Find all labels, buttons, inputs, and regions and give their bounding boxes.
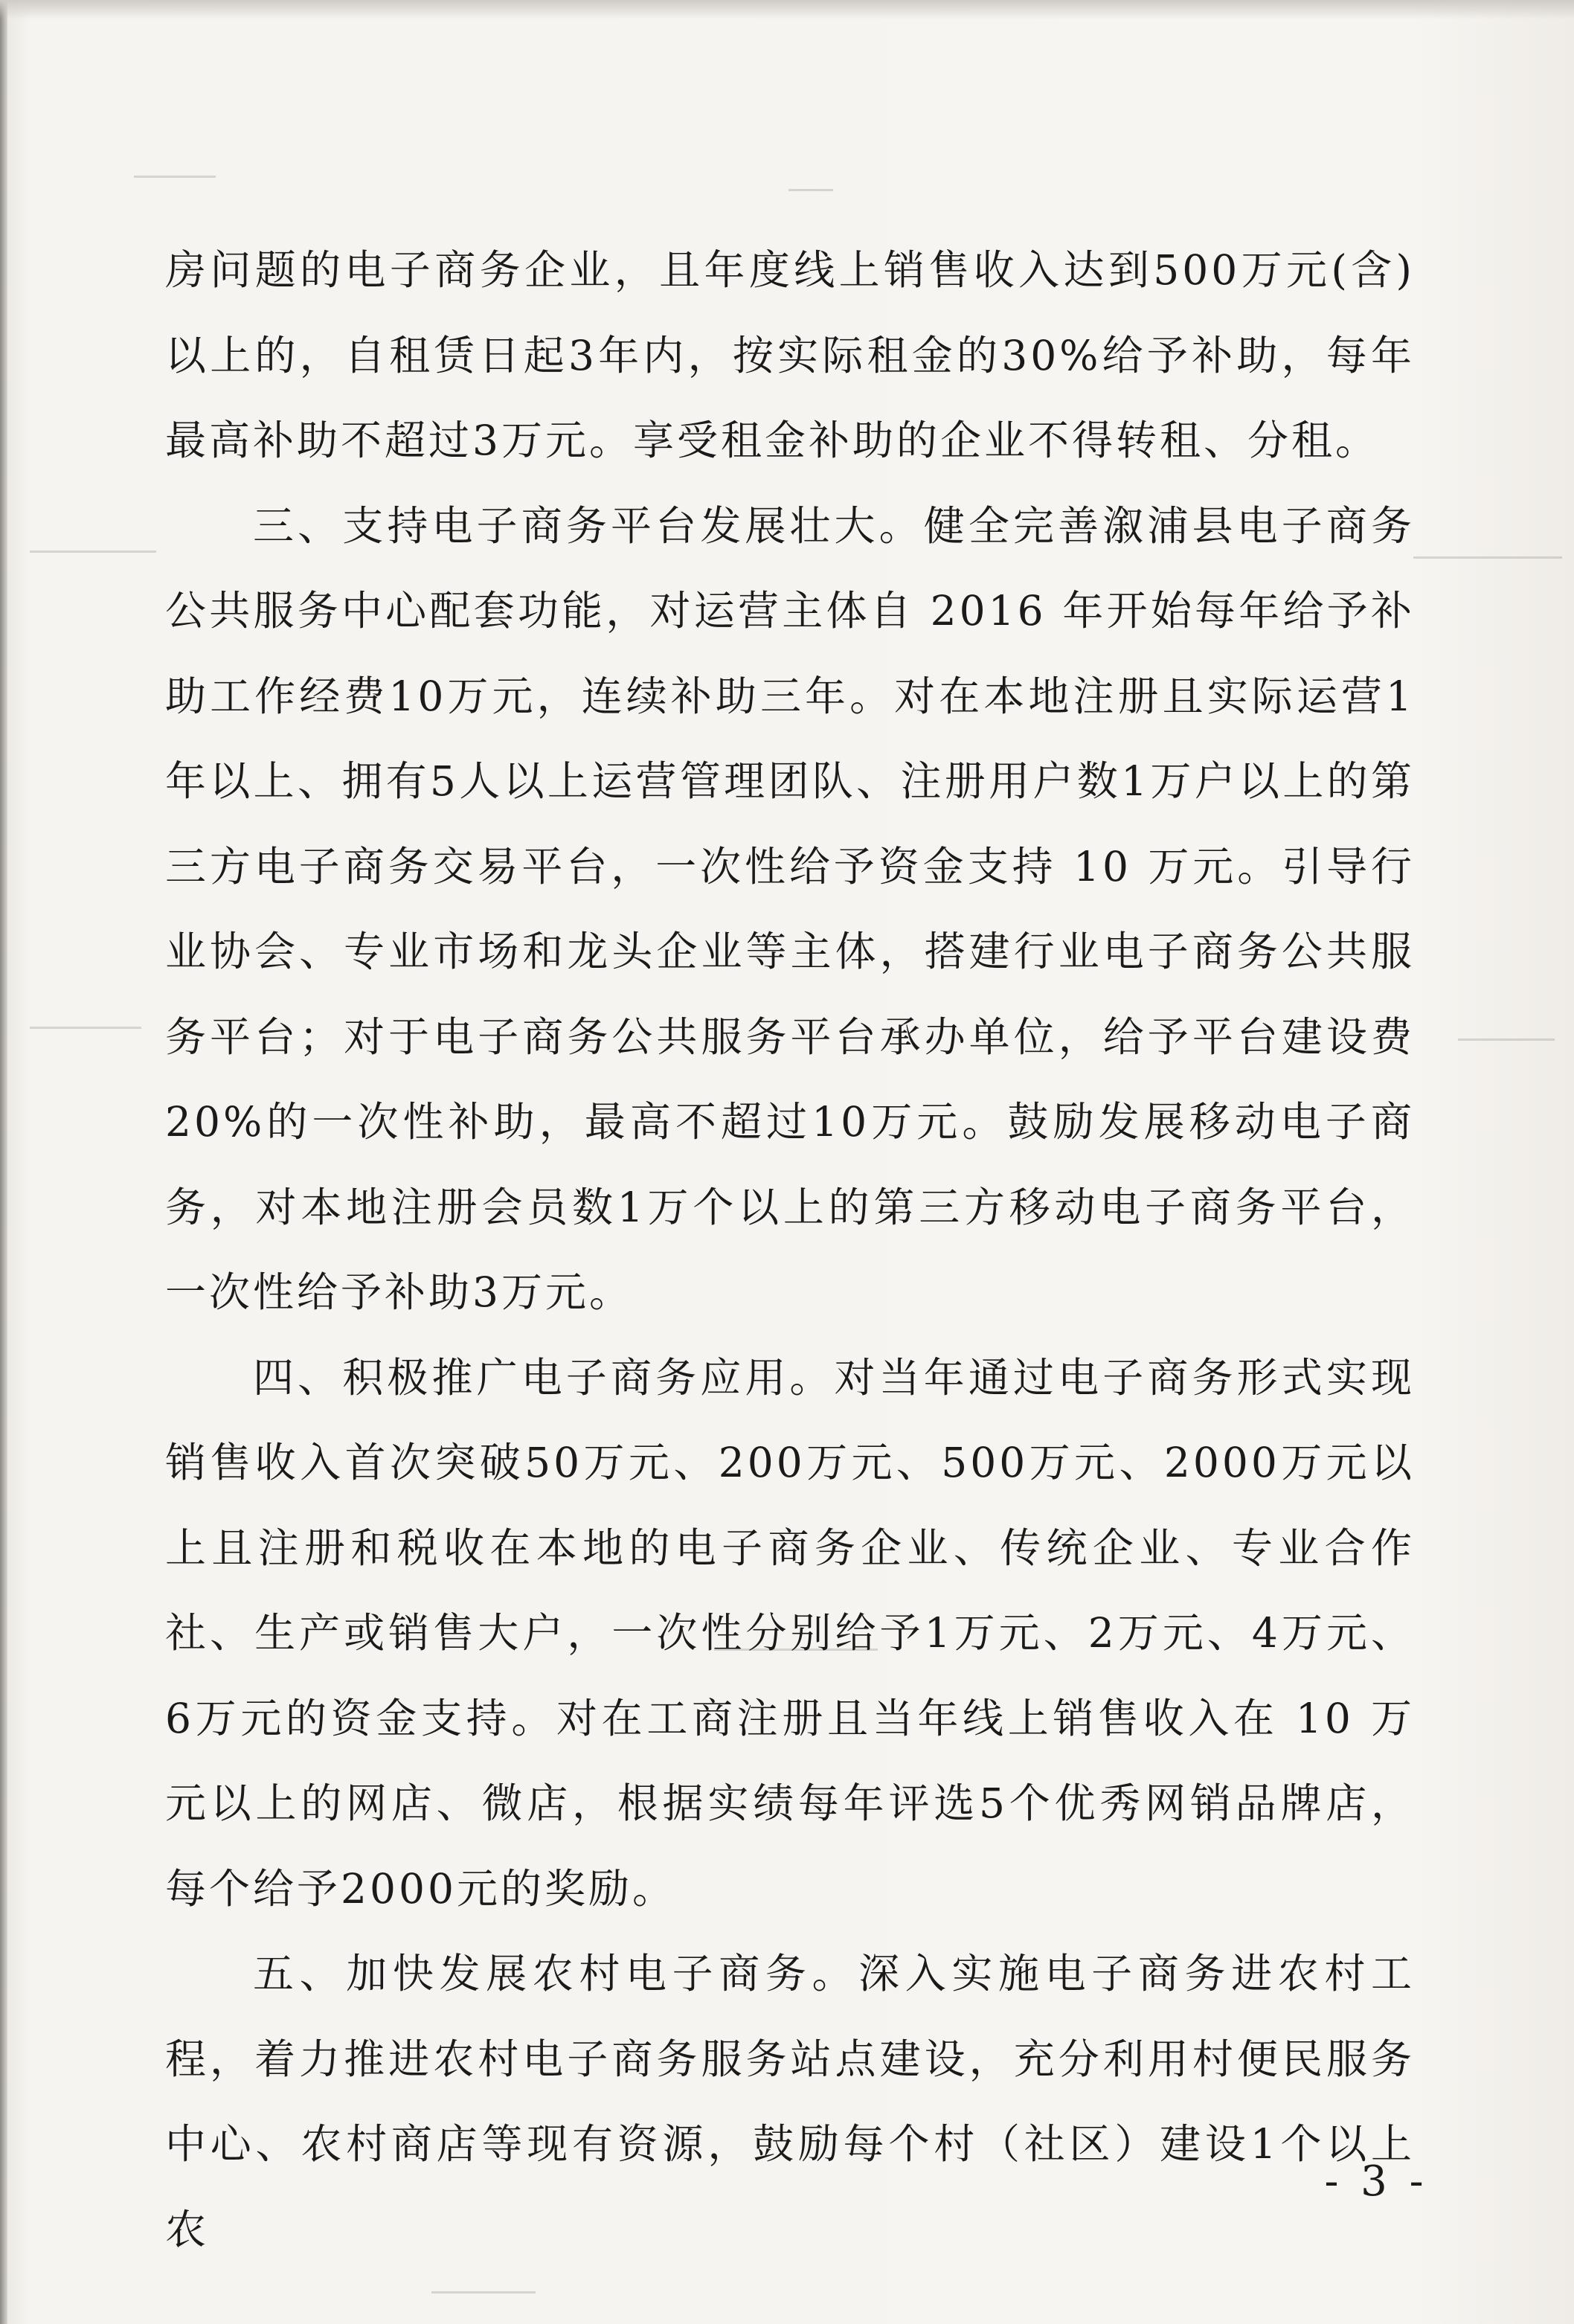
page-top-shadow [0, 0, 1574, 19]
paragraph-section-three: 三、支持电子商务平台发展壮大。健全完善溆浦县电子商务公共服务中心配套功能，对运营主体自 2016 年开始每年给予补助工作经费10万元，连续补助三年。对在本地注册且实际运营1年以上、拥有5人以上运营管理团队、注册用户数1万户以上的第三方电子商务交易平台，一次性给予资金支持 10 万元。引导行业协会、专业市场和龙头企业等主体，搭建行业电子商务公共服务平台；对于电子商务公共服务平台承办单位，给予平台建设费20%的一次性补助，最高不超过10万元。鼓励发展移动电子商务，对本地注册会员数1万个以上的第三方移动电子商务平台，一次性给予补助3万元。 [165, 501, 1415, 1316]
scan-speck [30, 550, 156, 553]
scan-speck [1413, 556, 1562, 559]
paragraph-section-four: 四、积极推广电子商务应用。对当年通过电子商务形式实现销售收入首次突破50万元、200万元、500万元、2000万元以上且注册和税收在本地的电子商务企业、传统企业、专业合作社、生产或销售大户，一次性分别给予1万元、2万元、4万元、6万元的资金支持。对在工商注册且当年线上销售收入在 10 万元以上的网店、微店，根据实绩每年评选5个优秀网销品牌店，每个给予2000元的奖励。 [165, 1353, 1415, 1913]
paragraph-continuation: 房问题的电子商务企业，且年度线上销售收入达到500万元(含)以上的，自租赁日起3年内，按实际租金的30%给予补助，每年最高补助不超过3万元。享受租金补助的企业不得转租、分租。 [165, 246, 1415, 464]
scan-speck [134, 176, 216, 178]
page-left-shadow [0, 0, 7, 2324]
document-body [165, 228, 1415, 2272]
scan-speck [1458, 1039, 1555, 1041]
page-number: - 3 - [1324, 2157, 1428, 2206]
scan-speck [431, 2291, 536, 2293]
scan-speck [788, 189, 833, 191]
scan-speck [30, 1027, 141, 1029]
paragraph-section-five: 五、加快发展农村电子商务。深入实施电子商务进农村工程，着力推进农村电子商务服务站点建设，充分利用村便民服务中心、农村商店等现有资源，鼓励每个村（社区）建设1个以上农 [165, 1950, 1415, 2253]
